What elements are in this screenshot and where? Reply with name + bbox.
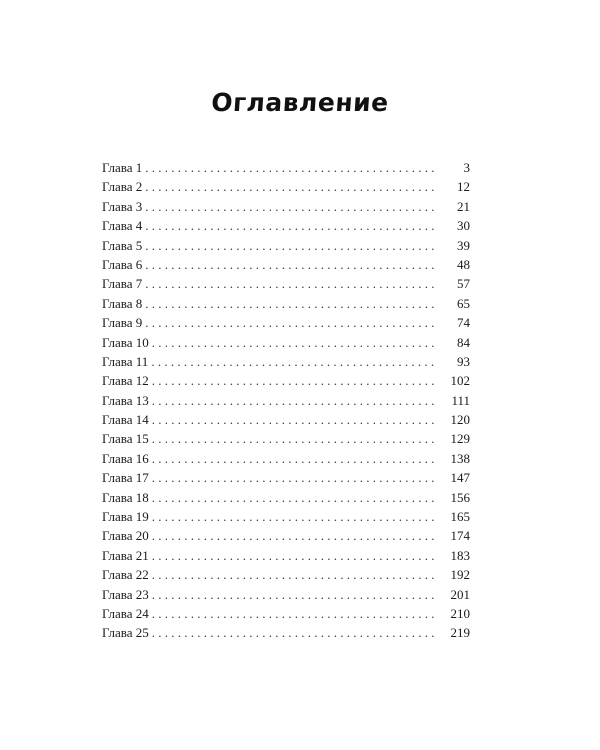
toc-entry-label: Глава 21 (102, 547, 149, 563)
toc-dot-leader (152, 490, 438, 506)
toc-entry-page-number: 39 (457, 237, 470, 253)
toc-entry-page-number: 12 (457, 179, 470, 195)
toc-entry-page-number: 74 (457, 315, 470, 331)
toc-entry-page-number: 192 (450, 567, 470, 583)
toc-entry-page-number: 174 (450, 528, 470, 544)
toc-entry-label: Глава 11 (102, 353, 149, 369)
toc-entry-page-number: 48 (457, 256, 470, 272)
toc-entry[interactable] (102, 431, 470, 450)
toc-entry-page-number: 21 (457, 198, 470, 214)
toc-dot-leader (152, 528, 438, 544)
toc-dot-leader (145, 179, 438, 195)
toc-entry-page-number: 210 (450, 605, 470, 621)
toc-entry-label: Глава 7 (102, 276, 143, 292)
toc-dot-leader (152, 625, 438, 641)
toc-entry-page-number: 129 (450, 431, 470, 447)
toc-entry-page-number: 30 (457, 218, 470, 234)
toc-entry-label: Глава 6 (102, 256, 143, 272)
toc-entry[interactable] (102, 451, 470, 470)
toc-entry[interactable] (102, 179, 470, 198)
toc-dot-leader (152, 567, 438, 583)
toc-entry-label: Глава 25 (102, 625, 149, 641)
toc-entry-label: Глава 13 (102, 392, 149, 408)
toc-entry-label: Глава 2 (102, 179, 143, 195)
toc-entry-page-number: 57 (457, 276, 470, 292)
toc-dot-leader (152, 335, 438, 351)
toc-entry[interactable] (102, 354, 470, 373)
toc-dot-leader (145, 257, 438, 273)
toc-dot-leader (152, 587, 438, 603)
toc-dot-leader (151, 354, 438, 370)
toc-entry[interactable] (102, 625, 470, 644)
toc-dot-leader (145, 238, 438, 254)
toc-dot-leader (145, 218, 438, 234)
toc-entry-label: Глава 20 (102, 528, 149, 544)
toc-entry[interactable] (102, 315, 470, 334)
toc-entry-label: Глава 19 (102, 509, 149, 525)
toc-entry[interactable] (102, 238, 470, 257)
toc-dot-leader (152, 431, 438, 447)
table-of-contents (102, 160, 470, 645)
toc-entry-label: Глава 18 (102, 489, 149, 505)
toc-dot-leader (145, 160, 438, 176)
toc-entry-label: Глава 3 (102, 198, 143, 214)
toc-entry-page-number: 156 (450, 489, 470, 505)
toc-entry[interactable] (102, 548, 470, 567)
toc-entry-page-number: 147 (450, 470, 470, 486)
toc-entry[interactable] (102, 160, 470, 179)
toc-entry-label: Глава 5 (102, 237, 143, 253)
toc-entry-page-number: 93 (457, 353, 470, 369)
toc-entry[interactable] (102, 276, 470, 295)
toc-entry-label: Глава 8 (102, 295, 143, 311)
toc-entry-page-number: 102 (450, 373, 470, 389)
toc-entry-page-number: 3 (463, 160, 470, 175)
toc-entry-page-number: 219 (450, 625, 470, 641)
toc-entry[interactable] (102, 393, 470, 412)
toc-entry-label: Глава 22 (102, 567, 149, 583)
toc-entry[interactable] (102, 567, 470, 586)
toc-entry-label: Глава 23 (102, 586, 149, 602)
toc-entry-label: Глава 16 (102, 450, 149, 466)
toc-entry[interactable] (102, 587, 470, 606)
toc-entry-label: Глава 17 (102, 470, 149, 486)
toc-entry[interactable] (102, 218, 470, 237)
toc-entry-label: Глава 14 (102, 412, 149, 428)
toc-entry-label: Глава 12 (102, 373, 149, 389)
toc-entry-label: Глава 1 (102, 160, 143, 175)
toc-entry-page-number: 111 (451, 392, 470, 408)
toc-entry[interactable] (102, 606, 470, 625)
toc-dot-leader (152, 548, 438, 564)
toc-entry-label: Глава 15 (102, 431, 149, 447)
toc-dot-leader (152, 412, 438, 428)
toc-entry-label: Глава 10 (102, 334, 149, 350)
toc-entry-page-number: 201 (450, 586, 470, 602)
toc-dot-leader (145, 199, 438, 215)
toc-entry-page-number: 183 (450, 547, 470, 563)
toc-dot-leader (152, 606, 438, 622)
toc-dot-leader (152, 451, 438, 467)
toc-entry-label: Глава 24 (102, 605, 149, 621)
toc-entry[interactable] (102, 373, 470, 392)
toc-entry[interactable] (102, 199, 470, 218)
toc-entry[interactable] (102, 296, 470, 315)
toc-entry[interactable] (102, 412, 470, 431)
toc-dot-leader (152, 373, 438, 389)
toc-entry-label: Глава 9 (102, 315, 143, 331)
toc-entry[interactable] (102, 257, 470, 276)
toc-entry[interactable] (102, 509, 470, 528)
toc-dot-leader (152, 470, 438, 486)
toc-entry-page-number: 65 (457, 295, 470, 311)
toc-entry-page-number: 165 (450, 509, 470, 525)
page-title: Оглавление (210, 88, 390, 117)
toc-entry-page-number: 84 (457, 334, 470, 350)
toc-entry-page-number: 120 (450, 412, 470, 428)
toc-entry[interactable] (102, 335, 470, 354)
toc-entry[interactable] (102, 470, 470, 489)
toc-entry-label: Глава 4 (102, 218, 143, 234)
toc-dot-leader (145, 315, 438, 331)
toc-entry[interactable] (102, 490, 470, 509)
toc-dot-leader (145, 296, 438, 312)
toc-dot-leader (145, 276, 438, 292)
toc-entry[interactable] (102, 528, 470, 547)
toc-dot-leader (152, 509, 438, 525)
toc-entry-page-number: 138 (450, 450, 470, 466)
toc-dot-leader (152, 393, 438, 409)
